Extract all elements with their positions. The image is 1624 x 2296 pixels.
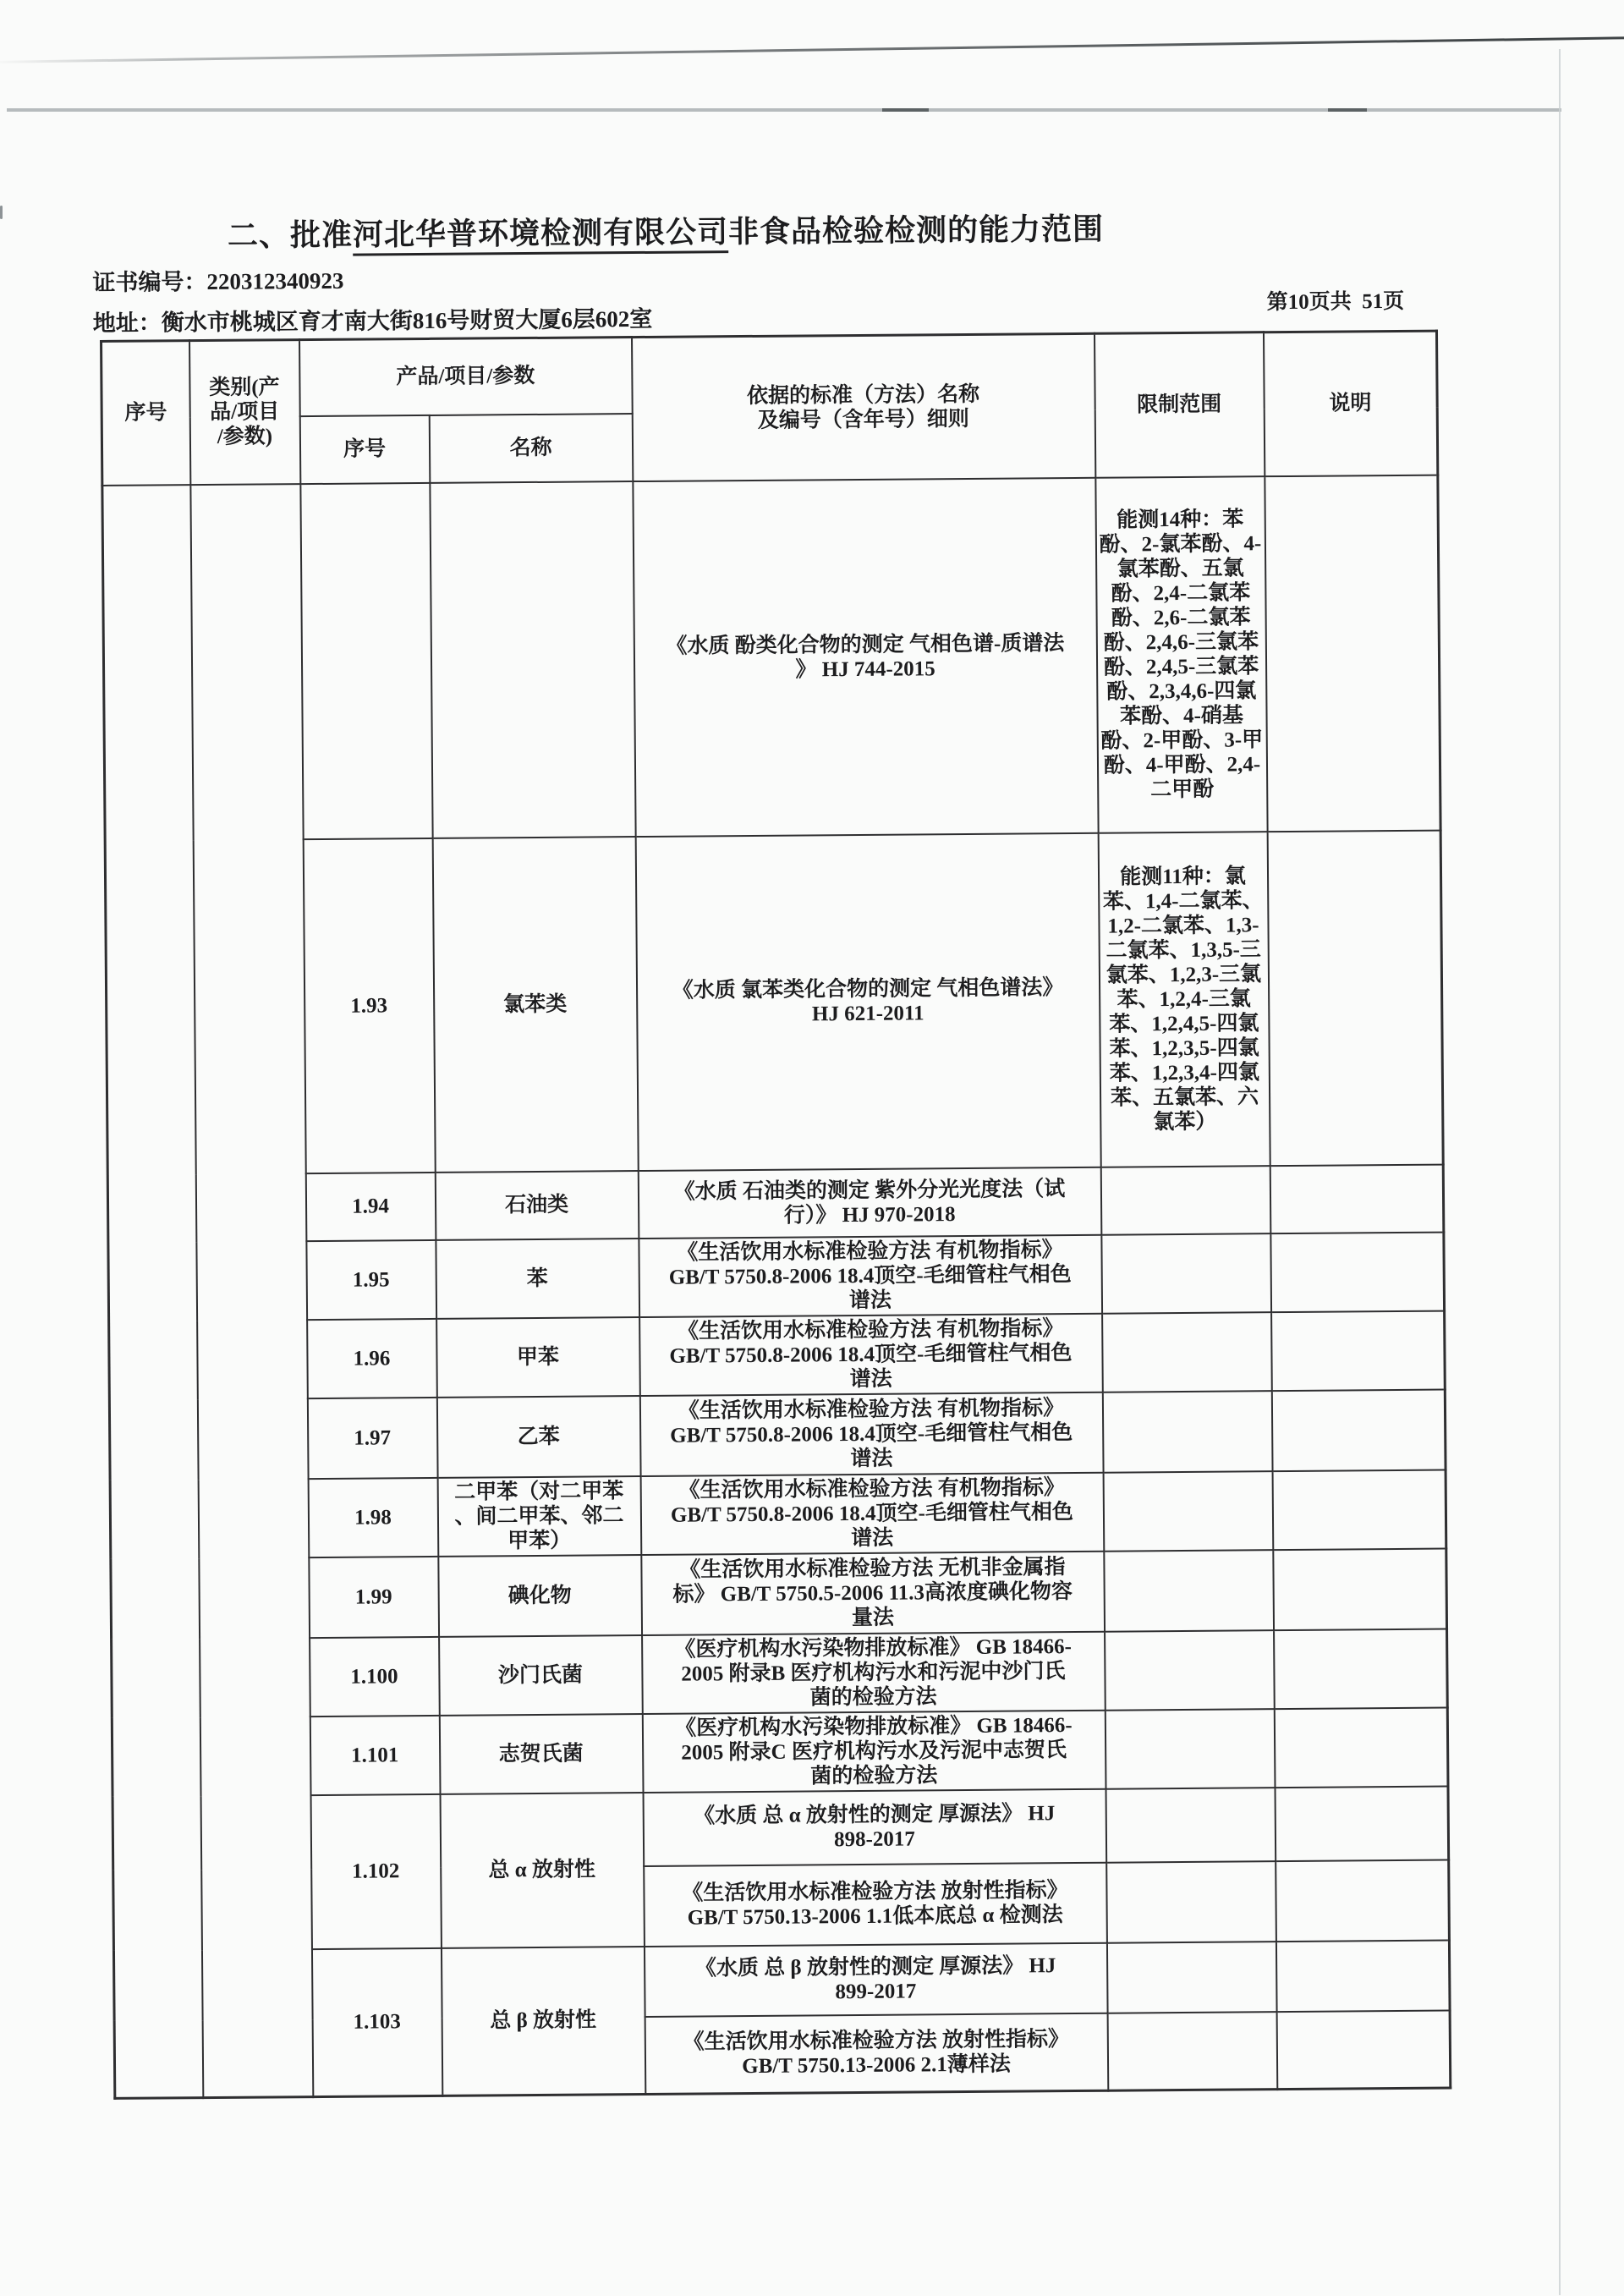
cell-standard: 《水质 石油类的测定 紫外分光光度法（试 行）》 HJ 970-2018 bbox=[638, 1167, 1101, 1238]
cell-standard: 《生活饮用水标准检验方法 放射性指标》 GB/T 5750.13-2006 2.1薄样法 bbox=[645, 2013, 1108, 2094]
header-note: 说明 bbox=[1263, 331, 1437, 476]
address-line bbox=[93, 300, 653, 338]
cell-index: 1.96 bbox=[307, 1318, 437, 1398]
cell-standard: 《生活饮用水标准检验方法 有机物指标》 GB/T 5750.8-2006 18.4顶空-毛细管柱气相色 谱法 bbox=[640, 1472, 1104, 1554]
cell-restriction bbox=[1101, 1233, 1271, 1314]
cell-standard: 《生活饮用水标准检验方法 有机物指标》 GB/T 5750.8-2006 18.4顶空-毛细管柱气相色 谱法 bbox=[639, 1313, 1103, 1395]
cell-note bbox=[1276, 1859, 1450, 1942]
address-label: 地址： bbox=[92, 310, 162, 337]
table-row bbox=[105, 830, 1443, 1174]
cell-note bbox=[1270, 1164, 1444, 1233]
title-suffix: 非食品检验检测的能力范围 bbox=[727, 211, 1105, 250]
cell-name: 苯 bbox=[436, 1239, 639, 1319]
cell-note bbox=[1267, 830, 1443, 1166]
cell-restriction bbox=[1106, 1788, 1276, 1863]
cell-restriction bbox=[1106, 1861, 1276, 1943]
cell-standard: 《水质 总 β 放射性的测定 厚源法》 HJ 899-2017 bbox=[644, 1942, 1107, 2016]
cell-seq-merged bbox=[102, 485, 203, 2099]
cell-index bbox=[300, 482, 432, 838]
header-standard: 依据的标准（方法）名称 及编号（含年号）细则 bbox=[632, 333, 1095, 481]
header-product-index: 序号 bbox=[299, 415, 430, 483]
cell-name: 氯苯类 bbox=[432, 837, 638, 1173]
cell-name: 石油类 bbox=[435, 1171, 639, 1240]
cell-note bbox=[1270, 1232, 1445, 1312]
cell-restriction: 能测14种：苯酚、2-氯苯酚、4-氯苯酚、五氯酚、2,4-二氯苯酚、2,6-二氯苯酚、2,4,6-三氯苯酚、2,4,5-三氯苯酚、2,3,4,6-四氯苯酚、4-硝基酚、2-甲酚、3-甲酚、4-甲酚、2,4-二甲酚 bbox=[1095, 476, 1267, 833]
cell-restriction bbox=[1102, 1312, 1272, 1392]
cell-name: 总 β 放射性 bbox=[441, 1947, 645, 2096]
cell-restriction: 能测11种：氯苯、1,4-二氯苯、1,2-二氯苯、1,3-二氯苯、1,3,5-三氯苯、1,2,3-三氯苯、1,2,4-三氯苯、1,2,4,5-四氯苯、1,2,3,5-四氯苯、1,2,3,4-四氯苯、五氯苯、六氯苯） bbox=[1098, 832, 1270, 1167]
cell-standard: 《水质 总 α 放射性的测定 厚源法》 HJ 898-2017 bbox=[643, 1788, 1106, 1865]
cell-standard: 《医疗机构水污染物排放标准》 GB 18466- 2005 附录C 医疗机构污水及污泥中志贺氏 菌的检验方法 bbox=[642, 1710, 1106, 1792]
title-company-underlined: 河北华普环境检测有限公司 bbox=[353, 215, 728, 255]
table-row bbox=[113, 1940, 1450, 2020]
cell-restriction bbox=[1104, 1550, 1274, 1632]
cell-index: 1.100 bbox=[310, 1636, 440, 1716]
page-number: 第10页共 51页 bbox=[1266, 289, 1405, 315]
cell-index: 1.93 bbox=[303, 838, 435, 1173]
cell-restriction bbox=[1103, 1471, 1273, 1552]
title-prefix: 二、批准 bbox=[227, 217, 354, 253]
table-row bbox=[112, 1629, 1448, 1717]
address-value: 衡水市桃城区育才南大街816号财贸大厦6层602室 bbox=[161, 305, 653, 336]
cell-note bbox=[1276, 1940, 1450, 2012]
cell-restriction bbox=[1100, 1166, 1270, 1235]
cell-standard: 《生活饮用水标准检验方法 有机物指标》 GB/T 5750.8-2006 18.4顶空-毛细管柱气相色 谱法 bbox=[639, 1392, 1103, 1475]
header-product-group: 产品/项目/参数 bbox=[299, 338, 633, 416]
cell-note bbox=[1273, 1548, 1447, 1630]
table-row bbox=[111, 1548, 1447, 1639]
cell-name: 二甲苯（对二甲苯 、间二甲苯、邻二 甲苯） bbox=[437, 1476, 641, 1557]
table-row bbox=[107, 1164, 1444, 1242]
cell-index: 1.94 bbox=[305, 1172, 436, 1240]
cell-name: 甲苯 bbox=[436, 1317, 640, 1398]
certificate-number-value: 220312340923 bbox=[206, 267, 344, 295]
table-row bbox=[109, 1389, 1446, 1480]
cell-note bbox=[1274, 1629, 1448, 1709]
cell-note bbox=[1271, 1389, 1446, 1471]
cell-standard: 《医疗机构水污染物排放标准》 GB 18466- 2005 附录B 医疗机构污水和污泥中沙门氏 菌的检验方法 bbox=[642, 1631, 1106, 1713]
cell-name: 总 α 放射性 bbox=[440, 1793, 644, 1948]
page-title bbox=[228, 206, 1104, 255]
header-index: 序号 bbox=[102, 341, 190, 486]
cell-standard: 《生活饮用水标准检验方法 无机非金属指 标》 GB/T 5750.5-2006 11.3高浓度碘化物容 量法 bbox=[641, 1551, 1105, 1634]
table-row bbox=[108, 1232, 1445, 1321]
cell-standard: 《水质 酚类化合物的测定 气相色谱-质谱法 》 HJ 744-2015 bbox=[633, 477, 1098, 836]
cell-note bbox=[1265, 475, 1440, 832]
cell-index: 1.102 bbox=[310, 1793, 441, 1948]
header-restriction: 限制范围 bbox=[1094, 332, 1264, 478]
cell-index: 1.97 bbox=[307, 1397, 437, 1478]
cell-name: 志贺氏菌 bbox=[439, 1714, 643, 1794]
certificate-number-line bbox=[92, 262, 343, 297]
certificate-number-label: 证书编号： bbox=[92, 269, 207, 296]
header-product-name: 名称 bbox=[429, 414, 633, 483]
table-row bbox=[112, 1707, 1448, 1796]
table-row bbox=[112, 1786, 1449, 1870]
cell-restriction bbox=[1105, 1630, 1275, 1711]
capability-table bbox=[100, 330, 1451, 2100]
cell-restriction bbox=[1107, 2012, 1277, 2091]
cell-note bbox=[1274, 1707, 1448, 1788]
table-row bbox=[102, 475, 1440, 840]
cell-name bbox=[430, 481, 635, 838]
cell-standard: 《水质 氯苯类化合物的测定 气相色谱法》 HJ 621-2011 bbox=[635, 832, 1100, 1170]
cell-index: 1.99 bbox=[309, 1556, 439, 1637]
cell-name: 碘化物 bbox=[438, 1555, 642, 1637]
cell-name: 乙苯 bbox=[436, 1396, 640, 1478]
cell-restriction bbox=[1105, 1709, 1275, 1789]
header-category: 类别(产 品/项目 /参数) bbox=[189, 340, 300, 485]
cell-standard: 《生活饮用水标准检验方法 放射性指标》 GB/T 5750.13-2006 1.1低本底总 α 检测法 bbox=[644, 1862, 1107, 1946]
table-row bbox=[110, 1469, 1446, 1558]
cell-index: 1.103 bbox=[311, 1947, 442, 2096]
cell-index: 1.95 bbox=[306, 1239, 436, 1319]
cell-restriction bbox=[1102, 1391, 1272, 1473]
cell-index: 1.101 bbox=[310, 1715, 440, 1794]
cell-note bbox=[1271, 1310, 1446, 1391]
cell-note bbox=[1272, 1469, 1446, 1550]
cell-note bbox=[1275, 1786, 1449, 1861]
cell-restriction bbox=[1106, 1942, 1276, 2013]
cell-index: 1.98 bbox=[308, 1477, 438, 1557]
cell-name: 沙门氏菌 bbox=[439, 1635, 643, 1716]
table-row bbox=[109, 1310, 1446, 1399]
cell-category-merged bbox=[190, 484, 313, 2098]
cell-standard: 《生活饮用水标准检验方法 有机物指标》 GB/T 5750.8-2006 18.4顶空-毛细管柱气相色 谱法 bbox=[639, 1234, 1102, 1316]
cell-note bbox=[1276, 2010, 1451, 2090]
